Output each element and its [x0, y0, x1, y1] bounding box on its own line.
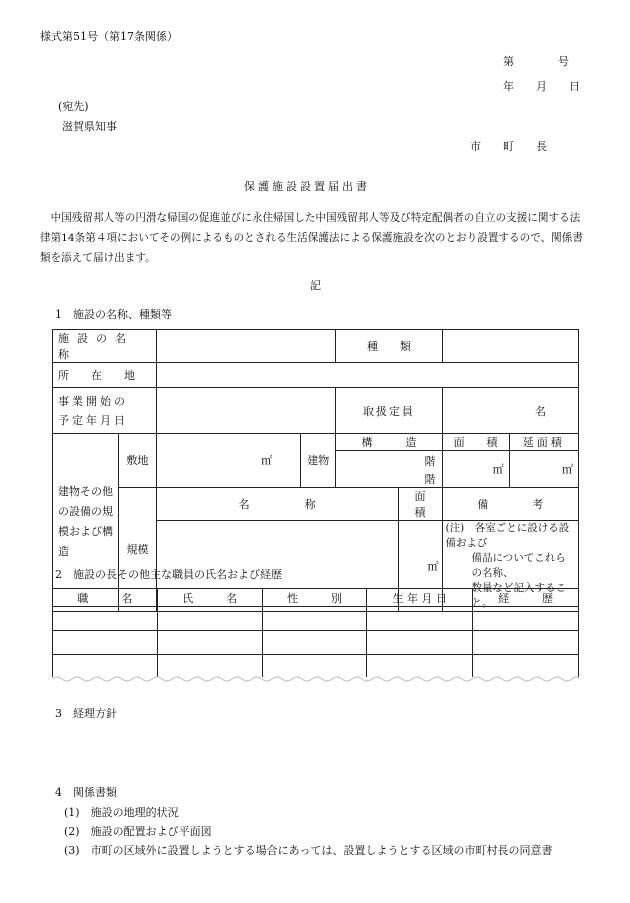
scale-label: 規模 — [119, 487, 156, 611]
staff-col-title: 職 名 — [53, 589, 158, 607]
date-line: 年 月 日 — [503, 80, 580, 93]
section2-heading: 2 施設の長その他主な職員の氏名および経歴 — [55, 568, 282, 581]
staff-col-birthdate: 生 年 月 日 — [367, 589, 473, 607]
form-label: 様式第51号（第17条関係） — [40, 30, 178, 43]
type-label: 種 類 — [336, 330, 442, 363]
list-item: (3) 市町の区域外に設置しようとする場合にあっては、設置しようとする区域の市町村長の同意書 — [64, 844, 553, 857]
capacity-label: 取扱定員 — [336, 388, 442, 434]
page-title: 保護施設設置届出書 — [244, 180, 370, 193]
ki-mark: 記 — [310, 279, 321, 292]
facility-name-label: 施設の名称 — [53, 330, 157, 363]
table-row — [53, 607, 579, 631]
name-column-header: 名 称 — [156, 487, 398, 520]
mayor-line: 市 町 長 — [470, 140, 547, 153]
remarks-note: (注) 各室ごとに設ける設備および 備品についてこれらの名称、 数量など記入すること。 — [442, 520, 579, 611]
body-line-1: 中国残留邦人等の円滑な帰国の促進並びに永住帰国した中国残留邦人等及び特定配偶者の自立の支援に関する法 — [40, 212, 581, 224]
type-cell[interactable] — [442, 330, 579, 363]
location-cell[interactable] — [156, 363, 578, 388]
area-column-header: 面 積 — [398, 487, 442, 520]
staff-table — [52, 588, 579, 677]
section4-heading: 4 関係書類 — [55, 786, 117, 799]
building-area-cell[interactable]: ㎡ — [442, 451, 509, 488]
floor-cell-2[interactable]: 階 — [336, 471, 442, 488]
facility-name-cell[interactable] — [156, 330, 336, 363]
staff-col-gender: 性 別 — [262, 589, 367, 607]
table-row — [53, 655, 579, 677]
building-equipment-label: 建物その他 の設備の規 模および構 造 — [53, 434, 119, 612]
structure-label: 構 造 — [336, 434, 442, 451]
section1-heading: 1 施設の名称、種類等 — [55, 308, 172, 321]
remarks-header: 備 考 — [442, 487, 579, 520]
section3-heading: 3 経理方針 — [55, 707, 117, 720]
addressee-label: (宛先) — [58, 100, 89, 113]
list-item: (1) 施設の地理的状況 — [64, 806, 179, 819]
floor-cell-1[interactable]: 階 — [336, 451, 442, 471]
table-break-wave — [52, 675, 579, 683]
list-item: (2) 施設の配置および平面図 — [64, 825, 212, 838]
floor-area-label: 延面積 — [509, 434, 578, 451]
addressee: 滋賀県知事 — [62, 120, 117, 133]
equipment-area-cell[interactable]: ㎡ — [398, 520, 442, 611]
building-label: 建物 — [301, 434, 336, 488]
site-label: 敷地 — [119, 434, 156, 488]
staff-col-name: 氏 名 — [157, 589, 262, 607]
capacity-cell[interactable]: 名 — [442, 388, 579, 434]
body-line-2: 律第14条第４項においてその例によるものとされる生活保護法による保護施設を次のとおり設置するので、関係書 — [40, 232, 583, 244]
start-date-cell[interactable] — [156, 388, 336, 434]
body-line-3: 類を添えて届け出ます。 — [40, 252, 156, 264]
start-date-label: 事業開始の 予定年月日 — [53, 388, 157, 434]
total-floor-area-cell[interactable]: ㎡ — [509, 451, 578, 488]
staff-col-history: 経 歴 — [473, 589, 579, 607]
location-label: 所 在 地 — [53, 363, 157, 388]
area-label: 面 積 — [442, 434, 509, 451]
site-area-cell[interactable]: ㎡ — [156, 434, 300, 488]
table-row — [53, 631, 579, 655]
number-line: 第 号 — [503, 55, 569, 68]
